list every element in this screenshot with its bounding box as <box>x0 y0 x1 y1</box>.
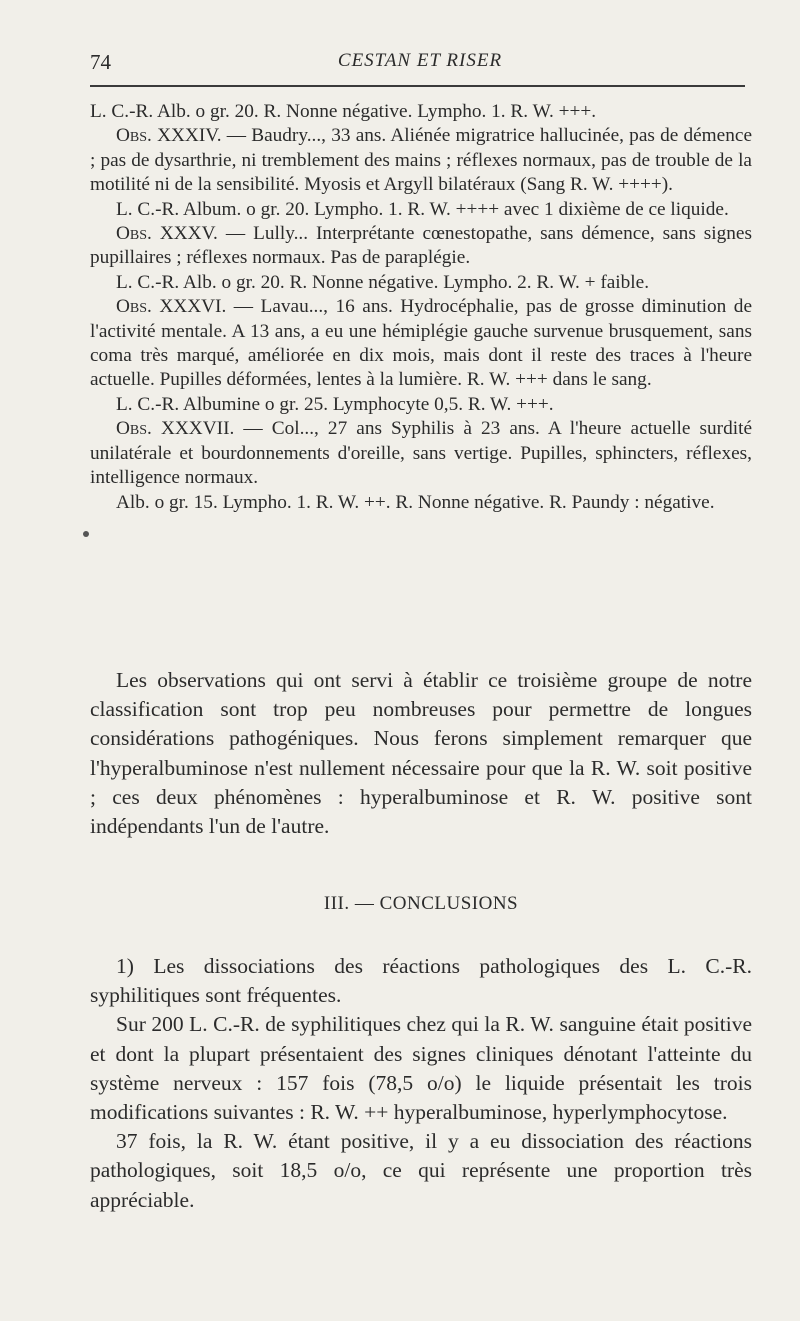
page-header <box>90 48 750 78</box>
observation-xxxv: Obs. XXXV. — Lully... Interprétante cœnestopathe, sans démence, sans signes pupillaires ; réflexes normaux. Pas de paraplégie. <box>90 223 752 269</box>
margin-mark <box>83 531 89 537</box>
observation-xxxvi: Obs. XXXVI. — Lavau..., 16 ans. Hydrocéphalie, pas de grosse diminution de l'activité mentale. A 13 ans, a eu une hémiplégie gauche survenue brusquement, sans coma très marqué, améliorée en dix mois, mais dont il reste des traces à l'heure actuelle. Pupilles déformées, lentes à la lumière. R. W. +++ dans le sang. <box>90 296 752 391</box>
obs-label: Obs. <box>116 418 152 440</box>
observation-xxxiv: Obs. XXXIV. — Baudry..., 33 ans. Aliénée migratrice hallucinée, pas de démence ; pas de dysarthrie, ni tremblement des mains ; réflexes normaux, pas de trouble de la motilité ni de la sensibilité. Myosis et Argyll bilatéraux (Sang R. W. ++++). <box>90 125 752 196</box>
main-paragraph-block <box>90 666 752 841</box>
page-number: 74 <box>90 50 111 74</box>
conclusions-block <box>90 952 752 1215</box>
obs-label: Obs. <box>116 125 152 147</box>
running-title: CESTAN ET RISER <box>337 50 503 71</box>
conclusion-paragraph: 1) Les dissociations des réactions pathologiques des L. C.-R. syphilitiques sont fréquentes. <box>90 954 752 1008</box>
observations-block <box>90 100 752 515</box>
observation-xxxvii: Obs. XXXVII. — Col..., 27 ans Syphilis à 23 ans. A l'heure actuelle surdité unilatérale et bourdonnements d'oreille, sans vertige. Pupilles, sphincters, réflexes, intelligence normaux. <box>90 418 752 489</box>
observation-line: L. C.-R. Albumine o gr. 25. Lymphocyte 0,5. R. W. +++. <box>116 393 554 415</box>
section-heading: III. — CONCLUSIONS <box>323 893 519 914</box>
observation-line: L. C.-R. Album. o gr. 20. Lympho. 1. R. W. ++++ avec 1 dixième de ce liquide. <box>116 198 729 220</box>
observation-line: Alb. o gr. 15. Lympho. 1. R. W. ++. R. Nonne négative. R. Paundy : négative. <box>116 491 715 513</box>
observation-line: L. C.-R. Alb. o gr. 20. R. Nonne négative. Lympho. 2. R. W. + faible. <box>116 271 650 293</box>
obs-label: Obs. <box>116 296 152 318</box>
obs-label: Obs. <box>116 223 152 245</box>
conclusion-paragraph: 37 fois, la R. W. étant positive, il y a eu dissociation des réactions pathologiques, soit 18,5 o/o, ce qui représente une proportion très appréciable. <box>90 1129 752 1212</box>
conclusion-paragraph: Sur 200 L. C.-R. de syphilitiques chez qui la R. W. sanguine était positive et dont la plupart présentaient des signes cliniques dénotant l'atteinte du système nerveux : 157 fois (78,5 o/o) le liquide présentait les trois modifications suivantes : R. W. ++ hyperalbuminose, hyperlymphocytose. <box>90 1012 752 1125</box>
header-rule <box>90 85 745 87</box>
main-paragraph: Les observations qui ont servi à établir ce troisième groupe de notre classification sont trop peu nombreuses pour permettre de longues considérations pathogéniques. Nous ferons simplement remarquer que l'hyperalbuminose n'est nullement nécessaire pour que la R. W. soit positive ; ces deux phénomènes : hyperalbuminose et R. W. positive sont indépendants l'un de l'autre. <box>90 668 752 839</box>
observation-line: L. C.-R. Alb. o gr. 20. R. Nonne négative. Lympho. 1. R. W. +++. <box>90 101 597 122</box>
